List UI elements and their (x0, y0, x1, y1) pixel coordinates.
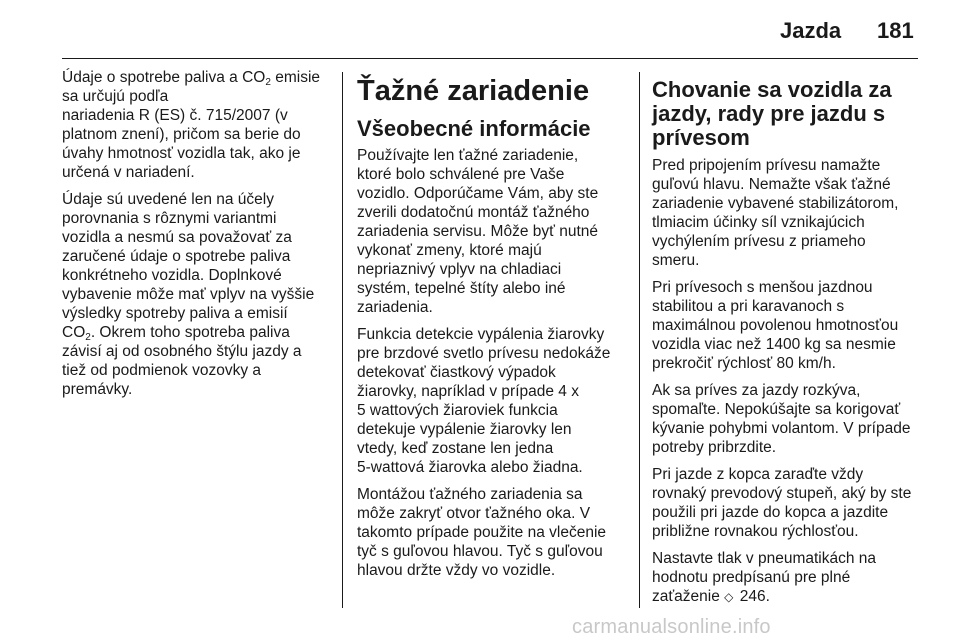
text-line: približne rovnakou rýchlosťou. (652, 523, 859, 540)
text-line: detekovať čiastkový výpadok (357, 364, 556, 381)
paragraph-sway (652, 381, 924, 457)
page-header-title: Jazda (780, 18, 842, 43)
text-line: sa určujú podľa (62, 88, 169, 105)
text-line: detekuje vypálenie žiarovky len (357, 421, 572, 438)
text-line: vtedy, keď zostane len jedna (357, 440, 554, 457)
text-line (62, 323, 332, 342)
text-line: tiež od podmienok vozovky a (62, 362, 262, 379)
subscript: 2 (265, 77, 271, 88)
text-line: porovnania s rôznymi variantmi (62, 210, 277, 227)
text-line: zariadenie vybavené stabilizátorom, (652, 195, 899, 212)
paragraph-towing-general (357, 146, 632, 317)
text-line (62, 68, 332, 87)
text-fragment: . Okrem toho spotreba paliva (90, 324, 290, 341)
column-trailer-driving (652, 68, 924, 615)
text-line (652, 587, 924, 607)
text-line: zaručené údaje o spotrebe paliva (62, 248, 291, 265)
text-line: premávky. (62, 381, 133, 398)
text-line: potreby pribrzdite. (652, 439, 777, 456)
text-line: nariadenia R (ES) č. 715/2007 (v (62, 107, 288, 124)
text-line: Nastavte tlak v pneumatikách na (652, 550, 877, 567)
text-fragment: emisie (270, 69, 321, 86)
text-line: výsledky spotreby paliva a emisií (62, 305, 288, 322)
text-fragment: Údaje o spotrebe paliva a CO (62, 69, 266, 86)
text-line: závisí aj od osobného štýlu jazdy a (62, 343, 302, 360)
section-heading: Ťažné zariadenie (357, 75, 590, 107)
text-line: zariadenia. (357, 299, 433, 316)
text-line: maximálnou povolenou hmotnosťou (652, 317, 899, 334)
heading-line: Chovanie sa vozidla za (652, 77, 892, 102)
text-line: ktoré bolo schválené pre Vaše (357, 166, 565, 183)
text-line: hodnotu predpísanú pre plné (652, 569, 851, 586)
page-number: 181 (877, 18, 914, 43)
heading-line: prívesom (652, 125, 750, 150)
text-line: nepriaznivý vplyv na chladiaci (357, 261, 562, 278)
column-towing-device (357, 68, 632, 588)
text-line: vozidla a nesmú sa považovať za (62, 229, 292, 246)
watermark: carmanualsonline.info (572, 616, 771, 638)
paragraph-bulb-detection (357, 325, 632, 477)
text-line: tyč s guľovou hlavou. Tyč s guľovou (357, 543, 603, 560)
text-line: Montážou ťažného zariadenia sa (357, 486, 583, 503)
text-line: spomaľte. Nepokúšajte sa korigovať (652, 401, 901, 418)
column-divider-left (342, 72, 343, 608)
text-line: Pri jazde z kopca zaraďte vždy (652, 466, 864, 483)
text-line: Pri prívesoch s menšou jazdnou (652, 279, 873, 296)
text-line: hlavou držte vždy vo vozidle. (357, 562, 556, 579)
paragraph-comparison-note (62, 190, 332, 399)
paragraph-downhill (652, 465, 924, 541)
text-line: môže zakryť otvor ťažného oka. V (357, 505, 591, 522)
text-line: použili pri jazde do kopca a jazdite (652, 504, 889, 521)
text-line: rovnaký prevodový stupeň, aký by ste (652, 485, 912, 502)
text-line: tlmiacim účinky síl vznikajúcich (652, 214, 865, 231)
text-line: určená v nariadení. (62, 164, 195, 181)
paragraph-ball-head (652, 156, 924, 270)
header-divider (62, 58, 918, 59)
text-line: úvahy hmotnosť vozidla tak, ako je (62, 145, 301, 162)
text-line: smeru. (652, 252, 700, 269)
page-reference-icon: ◇ (724, 590, 734, 604)
text-line: prekročiť rýchlosť 80 km/h. (652, 355, 836, 372)
text-line: Pred pripojením prívesu namažte (652, 157, 881, 174)
subscript: 2 (85, 332, 91, 343)
text-line: vozidla viac než 1400 kg sa nesmie (652, 336, 896, 353)
text-line: žiarovky, napríklad v prípade 4 x (357, 383, 579, 400)
text-line: konkrétneho vozidla. Doplnkové (62, 267, 282, 284)
text-line: vykonať zmeny, ktoré majú (357, 242, 542, 259)
text-line: vozidlo. Odporúčame Vám, aby ste (357, 185, 599, 202)
text-line: platnom znení), pričom sa berie do (62, 126, 301, 143)
text-line: Funkcia detekcie vypálenia žiarovky (357, 326, 605, 343)
text-line: Údaje sú uvedené len na účely (62, 191, 274, 208)
text-line: Používajte len ťažné zariadenie, (357, 147, 579, 164)
column-emissions (62, 68, 332, 407)
text-line: vychýlením prívesu z priameho (652, 233, 866, 250)
paragraph-speed-limit (652, 278, 924, 373)
text-line: 5-wattová žiarovka alebo žiadna. (357, 459, 583, 476)
text-line: zverili dodatočnú montáž ťažného (357, 204, 590, 221)
heading-line: jazdy, rady pre jazdu s (652, 101, 886, 126)
text-line: guľovú hlavu. Nemažte však ťažné (652, 176, 891, 193)
paragraph-towing-eye (357, 485, 632, 580)
text-line: systém, tepelné štíty alebo iné (357, 280, 566, 297)
section-heading (652, 78, 924, 150)
text-line: Ak sa príves za jazdy rozkýva, (652, 382, 861, 399)
text-line: kývanie pohybmi volantom. V prípade (652, 420, 911, 437)
page-reference-link[interactable]: 246. (735, 588, 770, 605)
text-line: takomto prípade použite na vlečenie (357, 524, 607, 541)
text-line: 5 wattových žiaroviek funkcia (357, 402, 558, 419)
text-line: stabilitou a pri karavanoch s (652, 298, 845, 315)
text-fragment: CO (62, 324, 86, 341)
paragraph-tyre-pressure (652, 549, 924, 607)
column-divider-right (639, 72, 640, 608)
paragraph-emissions-data (62, 68, 332, 182)
text-fragment: zaťaženie (652, 588, 725, 605)
text-line: zariadenia servisu. Môže byť nutné (357, 223, 599, 240)
text-line: vybavenie môže mať vplyv na vyššie (62, 286, 315, 303)
subsection-heading: Všeobecné informácie (357, 116, 591, 141)
text-line: pre brzdové svetlo prívesu nedokáže (357, 345, 611, 362)
